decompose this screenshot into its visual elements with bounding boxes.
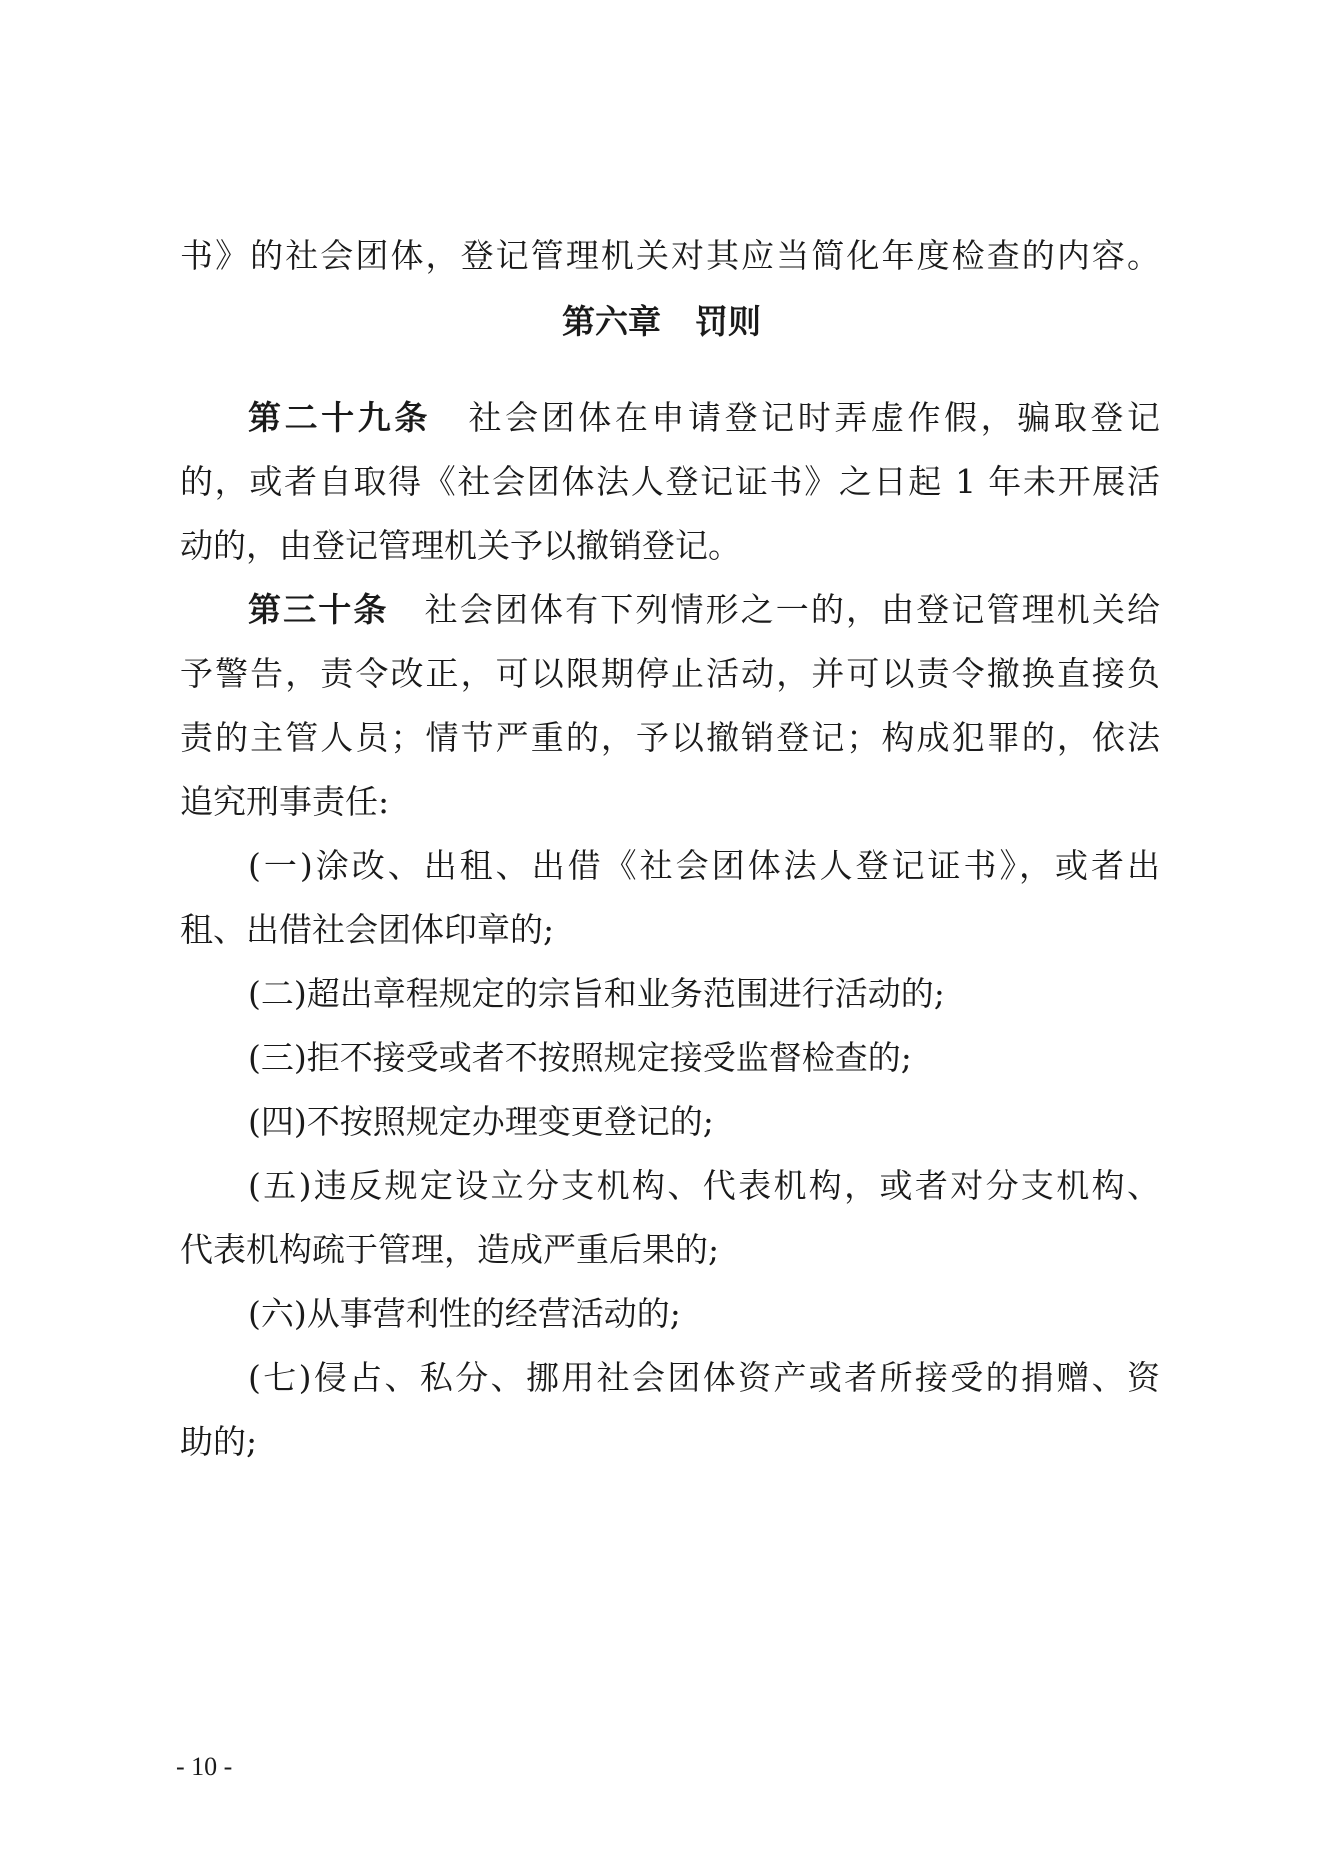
item-7-line-2: 助的; [180, 1422, 258, 1461]
item-6-line-1: (六)从事营利性的经营活动的; [248, 1294, 681, 1333]
chapter-number: 第六章 [562, 302, 661, 341]
item-1-line-1: (一)涂改、出租、出借《社会团体法人登记证书》，或者出 [248, 846, 1160, 885]
article-30-line-1 [248, 590, 1160, 630]
item-2-line-1: (二)超出章程规定的宗旨和业务范围进行活动的; [248, 974, 945, 1013]
item-1-line-2: 租、出借社会团体印章的; [180, 910, 555, 949]
item-7-line-1: (七)侵占、私分、挪用社会团体资产或者所接受的捐赠、资 [248, 1358, 1160, 1397]
article-29-line-1 [248, 398, 1160, 438]
continuation-line: 书》的社会团体，登记管理机关对其应当简化年度检查的内容。 [180, 236, 1160, 275]
chapter-heading [0, 302, 1323, 342]
item-5-line-1: (五)违反规定设立分支机构、代表机构，或者对分支机构、 [248, 1166, 1160, 1205]
article-30-line-4: 追究刑事责任: [180, 782, 390, 821]
article-30-text-1: 社会团体有下列情形之一的，由登记管理机关给 [422, 590, 1161, 629]
item-5-line-2: 代表机构疏于管理，造成严重后果的; [180, 1230, 720, 1269]
item-3-line-1: (三)拒不接受或者不按照规定接受监督检查的; [248, 1038, 912, 1077]
article-29-title: 第二十九条 [248, 398, 431, 437]
article-30-line-3: 责的主管人员；情节严重的，予以撤销登记；构成犯罪的，依法 [180, 718, 1160, 757]
article-29-line-2: 的，或者自取得《社会团体法人登记证书》之日起 1 年未开展活 [180, 462, 1160, 501]
article-29-text-1: 社会团体在申请登记时弄虚作假，骗取登记 [464, 398, 1161, 437]
article-30-line-2: 予警告，责令改正，可以限期停止活动，并可以责令撤换直接负 [180, 654, 1160, 693]
article-29-line-3: 动的，由登记管理机关予以撤销登记。 [180, 526, 741, 565]
item-4-line-1: (四)不按照规定办理变更登记的; [248, 1102, 714, 1141]
page-number: - 10 - [176, 1752, 233, 1781]
chapter-title: 罚则 [695, 302, 761, 341]
article-30-title: 第三十条 [248, 590, 389, 629]
